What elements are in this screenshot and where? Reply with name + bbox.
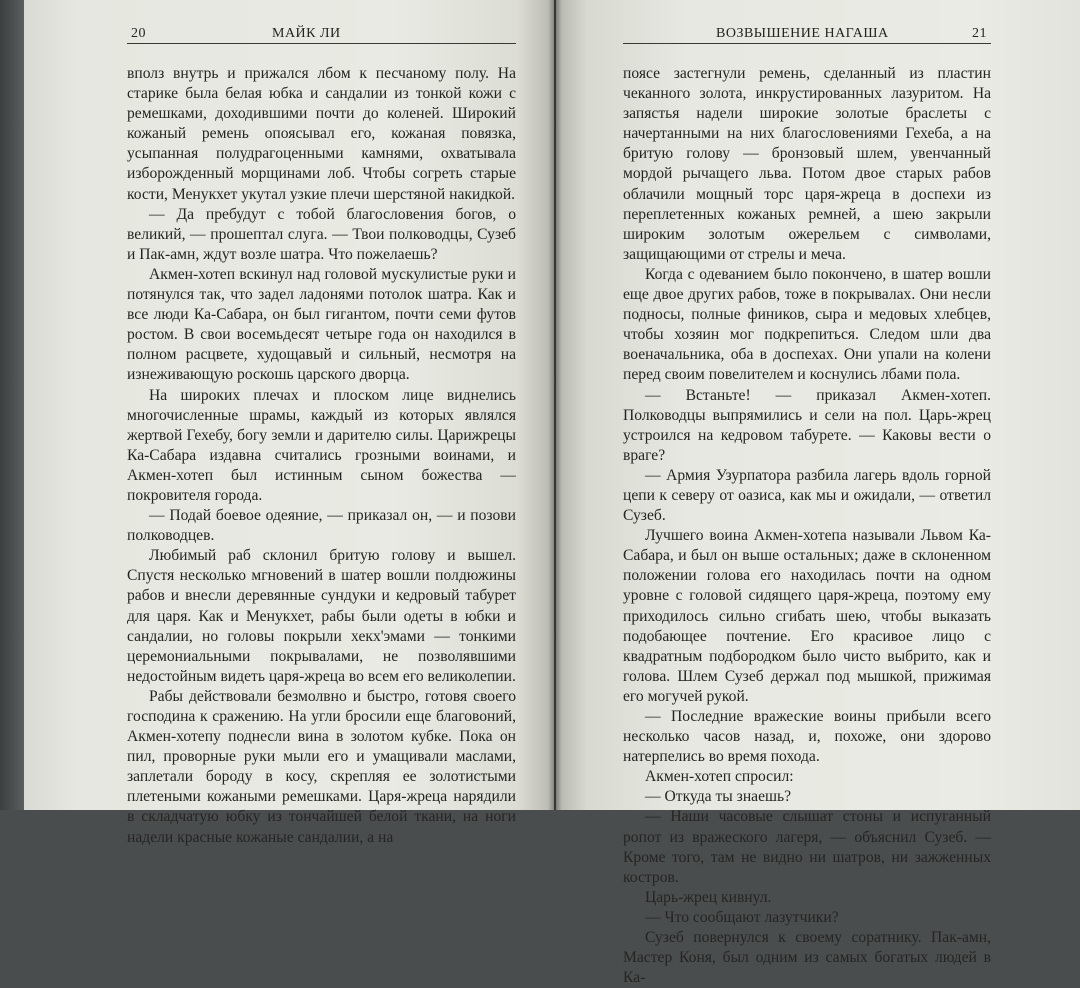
right-page xyxy=(556,0,1080,987)
paragraph: поясе застегнули ремень, сделанный из пластин чеканного золота, инкрустированных лазуритом. На запястья надели широкие золотые браслеты с начертанными на них благословениями Гехеба, а на бритую голову — бронзовый шлем, увенчанный мордой рычащего льва. Потом двое старых рабов облачили мощный торс царя-жреца в доспехи из переплетенных кожаных ремней, а шею закрыли широким золотым ожерельем с символами, защищающими от стрелы и меча. xyxy=(623,65,991,263)
paragraph: — Армия Узурпатора разбила лагерь вдоль горной цепи к северу от оазиса, как мы и ожидали, — ответил Сузеб. xyxy=(623,466,991,525)
running-header-left: МАЙК ЛИ xyxy=(272,26,341,41)
book-gutter xyxy=(548,0,562,810)
page-number-left: 20 xyxy=(131,26,146,41)
paragraph: — Встаньте! — приказал Акмен-хотеп. Полководцы выпрямились и сели на пол. Царь-жрец устроился на кедровом табурете. — Каковы вести о враге? xyxy=(623,386,991,464)
paragraph: Любимый раб склонил бритую голову и вышел. Спустя несколько мгновений в шатер вошли полдюжины рабов и внесли деревянные сундуки и кедровый табурет для царя. Как и Менукхет, рабы были одеты в юбки и сандалии, но головы покрыли хекх'эмами — тонкими церемониальными покрывалами, не позволявшими недостойным видеть царя-жреца во всем его великолепии. xyxy=(127,547,516,685)
paragraph: вполз внутрь и прижался лбом к песчаному полу. На старике была белая юбка и сандалии из тонкой кожи с ремешками, доходившими почти до коленей. Широкий кожаный ремень опоясывал его, кожаная повязка, усыпанная полудрагоценными камнями, охватывала изборожденный морщинами лоб. Чтобы согреть старые кости, Менукхет укутал узкие плечи шерстяной накидкой. xyxy=(127,65,516,203)
paragraph: — Последние вражеские воины прибыли всего несколько часов назад, и, похоже, они здорово натерпелись во время похода. xyxy=(623,708,991,766)
paragraph: — Да пребудут с тобой благословения богов, о великий, — прошептал слуга. — Твои полководцы, Сузеб и Пак-амн, ждут возле шатра. Что пожелаешь? xyxy=(127,205,516,263)
paragraph: Лучшего воина Акмен-хотепа называли Львом Ка-Сабара, и был он выше остальных; даже в склоненном положении голова его находилась почти на одном уровне с головой сидящего царя-жреца, поэтому ему приходилось сильно сгибать шею, чтобы выказать подобающее почтение. Его красивое лицо с квадратным подбородком было чисто выбрито, как и голова. Шлем Сузеб держал под мышкой, прижимая его могучей рукой. xyxy=(623,527,991,705)
paragraph: Рабы действовали безмолвно и быстро, готовя своего господина к сражению. На угли бросили еще благовоний, Акмен-хотепу поднесли вина в золотом кубке. Пока он пил, проворные руки мыли его и умащивали маслами, заплетали бороду в косу, скрепляя ее золотистыми плетеными кожаными ремешками. Царя-жреца нарядили в складчатую юбку из тончайшей белой ткани, на ноги надели красные кожаные сандалии, а на xyxy=(127,687,516,846)
paragraph: — Откуда ты знаешь? xyxy=(645,788,792,806)
paragraph: Акмен-хотеп спросил: xyxy=(645,768,794,786)
paragraph: На широких плечах и плоском лице виднелись многочисленные шрамы, каждый из которых являлся жертвой Гехебу, богу земли и дарителю силы. Царижрецы Ка-Сабара издавна считались грозными воинами, и Акмен-хотеп был истинным сыном божества — покровителя города. xyxy=(127,386,516,504)
paragraph: Акмен-хотеп вскинул над головой мускулистые руки и потянулся так, что задел ладонями потолок шатра. Как и все люди Ка-Сабара, он был гигантом, почти семи футов ростом. В свои восемьдесят четыре года он находился в полном расцвете, худощавый и сильный, несмотря на изнеживающую роскошь царского дворца. xyxy=(127,265,516,384)
paragraph: Когда с одеванием было покончено, в шатер вошли еще двое других рабов, тоже в покрывалах. Они несли подносы, полные фиников, сыра и медовых хлебцев, чтобы хозяин мог подкрепиться. Следом шли два военачальника, оба в доспехах. Они упали на колени перед своим повелителем и коснулись лбами пола. xyxy=(623,265,991,384)
background-left-edge xyxy=(0,0,26,810)
paragraph: — Наши часовые слышат стоны и испуганный ропот из вражеского лагеря, — объяснил Сузеб. — Кроме того, там не видно ни шатров, ни зажженных костров. xyxy=(623,808,991,886)
body-text-left xyxy=(127,64,516,848)
paragraph: — Подай боевое одеяние, — приказал он, — и позови полководцев. xyxy=(127,507,516,545)
running-header-right: ВОЗВЫШЕНИЕ НАГАША xyxy=(716,26,889,41)
header-rule-left xyxy=(127,43,516,44)
page-number-right: 21 xyxy=(972,26,987,41)
body-text-right xyxy=(623,64,991,988)
left-page xyxy=(24,0,554,846)
header-rule-right xyxy=(623,43,991,44)
paragraph: — Что сообщают лазутчики? xyxy=(645,908,839,926)
paragraph: Царь-жрец кивнул. xyxy=(645,888,772,906)
paragraph: Сузеб повернулся к своему соратнику. Пак-амн, Мастер Коня, был одним из самых богатых людей в Ка- xyxy=(623,929,991,987)
